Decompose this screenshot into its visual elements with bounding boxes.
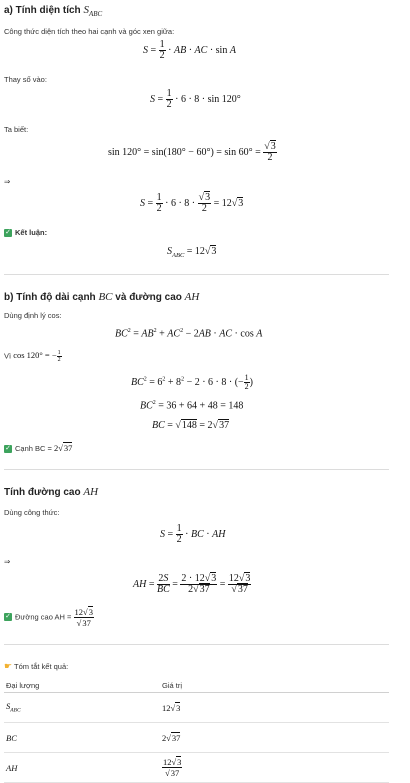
- divider: [4, 644, 389, 645]
- check-icon: ✓: [5, 613, 11, 621]
- implies-arrow: ⇒: [4, 557, 11, 566]
- quantity-cell: $S_{ABC}$: [4, 693, 160, 723]
- area-substitution: S = $\frac{1}{2}$ · 6 · 8 · sin 120°: [150, 88, 241, 110]
- sine-identity: sin 120° = sin(180° − 60°) = sin 60° = $\frac{√3}{2}$: [108, 141, 276, 163]
- value-cell: 2√37: [160, 723, 389, 753]
- pointing-hand-icon: ☛: [4, 661, 13, 671]
- result-bc: ✓ Cạnh BC = 2√37: [5, 443, 73, 453]
- table-row: [4, 693, 389, 723]
- conclusion-a: ✓ Kết luận:: [5, 228, 48, 237]
- since-cos: Vì cos 120° = − $\frac{1}{2}$: [4, 350, 61, 363]
- area-formula: S = $\frac{1}{2}$ · AB · AC · sin A: [143, 39, 236, 61]
- result-ah: ✓ Đường cao AH = $\frac{12√3}{√37}$: [5, 607, 93, 628]
- know-intro: Ta biết:: [4, 125, 29, 134]
- section-b-heading: b) Tính độ dài cạnh BC và đường cao AH: [4, 291, 200, 303]
- ah-calculation: AH = $\frac{2S}{BC}$ = $\frac{2 \cdot 12√3}{2√37}$ = $\frac{12√3}{√37}$: [133, 573, 251, 595]
- bc-value: BC = √148 = 2√37: [152, 420, 230, 431]
- value-cell: $\frac{12√3}{√37}$: [160, 753, 389, 783]
- area-result-calc: S = $\frac{1}{2}$ · 6 · 8 · $\frac{√3}{2}$ = 12√3: [140, 192, 244, 214]
- value-cell: 12√3: [160, 693, 389, 723]
- cosine-substitution: $BC^2 = 6^2 + 8^2 - 2 \cdot 6 \cdot 8$ · (− $\frac{1}{2}$ ): [131, 373, 254, 391]
- check-icon: ✓: [5, 445, 11, 453]
- table-row: [4, 723, 389, 753]
- quantity-cell: AH: [4, 753, 160, 783]
- summary-title: ☛ Tóm tắt kết quả:: [4, 661, 69, 671]
- section-c-heading: Tính đường cao AH: [4, 486, 99, 498]
- area-final: $S_{ABC} = 12√3$: [167, 246, 217, 259]
- check-icon: ✓: [5, 229, 11, 237]
- col-quantity-header: Đại lượng: [4, 678, 160, 693]
- section-a-heading: a) Tính diện tích $S_{ABC}$: [4, 4, 103, 19]
- cos-intro: Dùng định lý cos:: [4, 311, 62, 320]
- cosine-law: $BC^2 = AB^2 + AC^2 - 2AB$ · AC · cos A: [115, 328, 263, 340]
- ah-area-formula: S = $\frac{1}{2}$ · BC · AH: [160, 523, 226, 545]
- implies-arrow: ⇒: [4, 177, 11, 186]
- ah-formula-intro: Dùng công thức:: [4, 508, 60, 517]
- divider: [4, 469, 389, 470]
- substitute-intro: Thay số vào:: [4, 75, 47, 84]
- col-value-header: Giá trị: [160, 678, 389, 693]
- cosine-sum: $BC^2 = 36 + 64 + 48 = 148$: [140, 400, 244, 412]
- summary-table: [4, 678, 389, 783]
- divider: [4, 274, 389, 275]
- table-header: [4, 678, 389, 693]
- formula-intro: Công thức diện tích theo hai cạnh và góc xen giữa:: [4, 27, 175, 36]
- quantity-cell: BC: [4, 723, 160, 753]
- table-row: [4, 753, 389, 783]
- heading-math: $S_{ABC}$: [83, 4, 103, 19]
